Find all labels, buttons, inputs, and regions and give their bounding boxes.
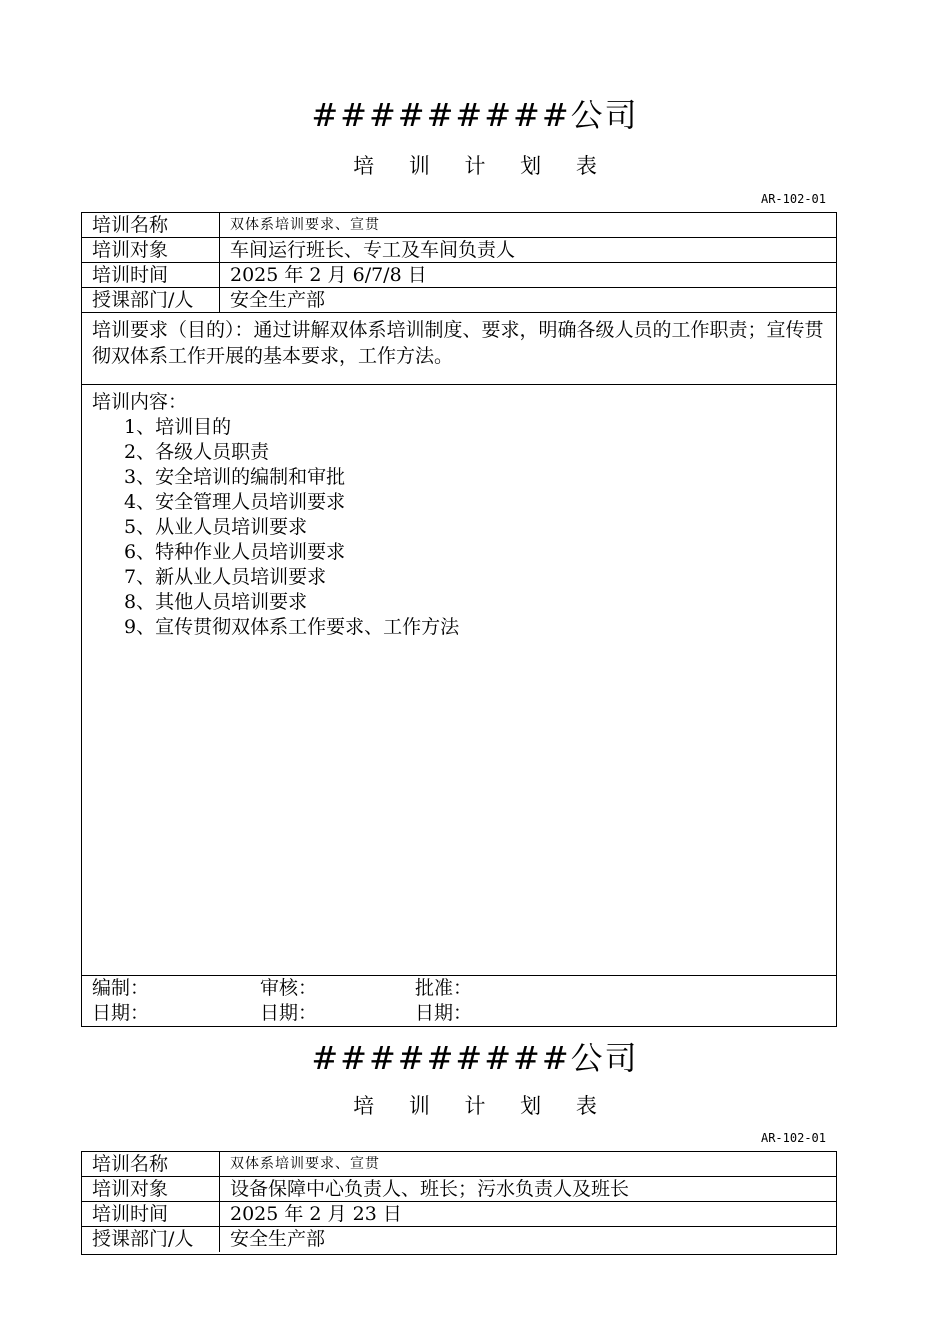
form-title: 培 训 计 划 表 bbox=[353, 154, 611, 178]
date-label: 日期： bbox=[260, 1002, 318, 1024]
training-time-value: 2025 年 2 月 23 日 bbox=[230, 1203, 402, 1225]
list-item: 7、新从业人员培训要求 bbox=[124, 566, 327, 588]
company-title: #########公司 bbox=[311, 96, 639, 134]
row-training-target bbox=[82, 1177, 836, 1202]
date-row bbox=[82, 1001, 836, 1026]
form-code: AR-102-01 bbox=[760, 1131, 826, 1145]
row-training-name bbox=[82, 213, 836, 238]
row-training-name bbox=[82, 1152, 836, 1177]
training-content bbox=[82, 385, 836, 976]
signature-area bbox=[82, 976, 836, 1026]
row-training-time bbox=[82, 263, 836, 288]
training-name-value: 双体系培训要求、宣贯 bbox=[230, 1156, 380, 1172]
department-value: 安全生产部 bbox=[230, 1228, 326, 1250]
company-title: #########公司 bbox=[311, 1039, 639, 1077]
date-label: 日期： bbox=[92, 1002, 150, 1024]
list-item: 9、宣传贯彻双体系工作要求、工作方法 bbox=[124, 616, 460, 638]
list-item: 1、培训目的 bbox=[124, 416, 232, 438]
training-plan-form bbox=[81, 1151, 837, 1255]
training-plan-form bbox=[81, 212, 837, 1027]
row-label: 培训名称 bbox=[82, 213, 220, 237]
content-heading: 培训内容： bbox=[92, 391, 188, 413]
training-name-value: 双体系培训要求、宣贯 bbox=[230, 217, 380, 233]
list-item: 2、各级人员职责 bbox=[124, 441, 270, 463]
training-target-value: 车间运行班长、专工及车间负责人 bbox=[230, 239, 516, 261]
row-label: 培训名称 bbox=[82, 1152, 220, 1176]
training-time-value: 2025 年 2 月 6/7/8 日 bbox=[230, 264, 427, 286]
row-label: 培训时间 bbox=[82, 1202, 220, 1226]
date-label: 日期： bbox=[415, 1002, 473, 1024]
row-label: 培训对象 bbox=[82, 1177, 220, 1201]
row-department bbox=[82, 288, 836, 313]
row-label: 授课部门/人 bbox=[82, 1227, 220, 1252]
row-label: 培训对象 bbox=[82, 238, 220, 262]
signature-row bbox=[82, 976, 836, 1001]
form-title: 培 训 计 划 表 bbox=[353, 1094, 611, 1118]
list-item: 4、安全管理人员培训要求 bbox=[124, 491, 346, 513]
approved-by-label: 批准： bbox=[415, 977, 473, 999]
training-target-value: 设备保障中心负责人、班长；污水负责人及班长 bbox=[230, 1178, 630, 1200]
row-training-time bbox=[82, 1202, 836, 1227]
form-code: AR-102-01 bbox=[760, 192, 826, 206]
row-label: 培训时间 bbox=[82, 263, 220, 287]
list-item: 5、从业人员培训要求 bbox=[124, 516, 308, 538]
list-item: 8、其他人员培训要求 bbox=[124, 591, 308, 613]
row-training-target bbox=[82, 238, 836, 263]
content-list bbox=[92, 415, 826, 640]
list-item: 6、特种作业人员培训要求 bbox=[124, 541, 346, 563]
reviewed-by-label: 审核： bbox=[260, 977, 318, 999]
training-requirement: 培训要求（目的）：通过讲解双体系培训制度、要求，明确各级人员的工作职责；宣传贯彻双体系工作开展的基本要求，工作方法。 bbox=[82, 313, 836, 385]
row-department bbox=[82, 1227, 836, 1252]
row-label: 授课部门/人 bbox=[82, 288, 220, 312]
list-item: 3、安全培训的编制和审批 bbox=[124, 466, 346, 488]
prepared-by-label: 编制： bbox=[92, 977, 150, 999]
department-value: 安全生产部 bbox=[230, 289, 326, 311]
